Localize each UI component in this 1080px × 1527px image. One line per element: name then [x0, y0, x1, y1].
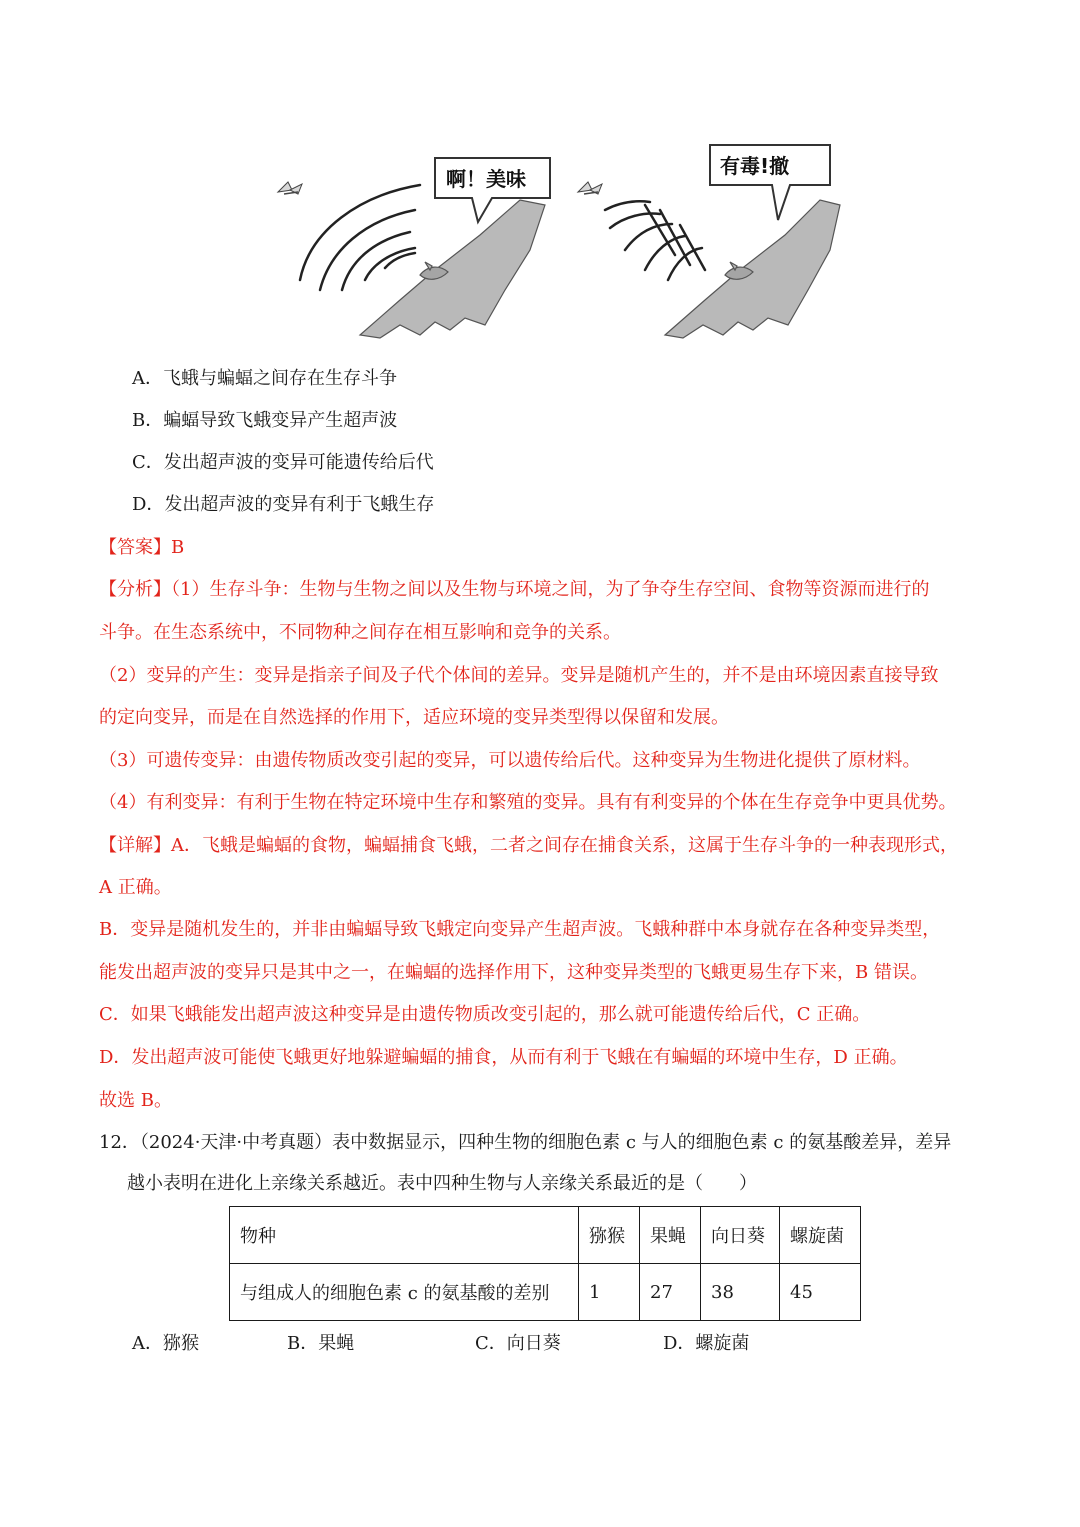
bubble-right-text: 有毒!撤 — [720, 154, 790, 178]
sound-waves-left — [300, 185, 420, 290]
table-header-row — [230, 1207, 861, 1264]
table-header-cell: 物种 — [230, 1207, 579, 1264]
q11-option-d: D．发出超声波的变异有利于飞蛾生存 — [132, 494, 435, 515]
analysis-p3: （3）可遗传变异：由遗传物质改变引起的变异，可以遗传给后代。这种变异为生物进化提供了原材料。 — [99, 750, 921, 771]
analysis-p4: （4）有利变异：有利于生物在特定环境中生存和繁殖的变异。具有有利变异的个体在生存竞争中更具优势。 — [99, 792, 957, 813]
amino-acid-table — [229, 1206, 861, 1321]
detail-choose: 故选 B。 — [99, 1090, 172, 1111]
q12-option-d: D．螺旋菌 — [663, 1333, 750, 1354]
bubble-left-text: 啊！美味 — [446, 167, 526, 191]
table-header-cell: 螺旋菌 — [780, 1207, 861, 1264]
q12-option-c: C．向日葵 — [475, 1333, 561, 1354]
q12-option-a: A．猕猴 — [132, 1333, 199, 1354]
table-cell: 与组成人的细胞色素 c 的氨基酸的差别 — [230, 1264, 579, 1321]
detail-b-line1: B．变异是随机发生的，并非由蝙蝠导致飞蛾定向变异产生超声波。飞蛾种群中本身就存在各种变异类型， — [99, 919, 941, 940]
bat-left-icon — [360, 200, 545, 338]
q12-stem-line2: 越小表明在进化上亲缘关系越近。表中四种生物与人亲缘关系最近的是（ ） — [127, 1173, 757, 1194]
analysis-p1-line1: 【分析】（1）生存斗争：生物与生物之间以及生物与环境之间，为了争夺生存空间、食物等资源而进行的 — [99, 579, 930, 600]
table-header-cell: 果蝇 — [640, 1207, 701, 1264]
q11-option-a: A．飞蛾与蝙蝠之间存在生存斗争 — [132, 368, 397, 389]
table-cell: 1 — [579, 1264, 640, 1321]
sound-waves-right — [605, 201, 705, 280]
detail-a-line2: A 正确。 — [99, 877, 172, 898]
bat-right-icon — [665, 200, 840, 338]
analysis-p1-line2: 斗争。在生态系统中，不同物种之间存在相互影响和竞争的关系。 — [99, 622, 621, 643]
q12-stem-line1: 12．（2024·天津·中考真题）表中数据显示，四种生物的细胞色素 c 与人的细胞色素 c 的氨基酸差异，差异 — [99, 1132, 952, 1153]
answer: 【答案】B — [99, 537, 185, 558]
q12-option-b: B．果蝇 — [287, 1333, 355, 1354]
analysis-p2-line2: 的定向变异，而是在自然选择的作用下，适应环境的变异类型得以保留和发展。 — [99, 707, 729, 728]
table-row — [230, 1264, 861, 1321]
table-header-cell: 猕猴 — [579, 1207, 640, 1264]
q11-option-b: B．蝙蝠导致飞蛾变异产生超声波 — [132, 410, 398, 431]
table-cell: 38 — [701, 1264, 780, 1321]
bat-moth-drawing — [260, 140, 860, 350]
q11-option-c: C．发出超声波的变异可能遗传给后代 — [132, 452, 434, 473]
table-cell: 27 — [640, 1264, 701, 1321]
analysis-p2-line1: （2）变异的产生：变异是指亲子间及子代个体间的差异。变异是随机产生的，并不是由环境因素直接导致 — [99, 665, 939, 686]
moth-right-icon — [578, 182, 602, 194]
detail-d: D．发出超声波可能使飞蛾更好地躲避蝙蝠的捕食，从而有利于飞蛾在有蝙蝠的环境中生存，D 正确。 — [99, 1047, 908, 1068]
detail-c: C．如果飞蛾能发出超声波这种变异是由遗传物质改变引起的，那么就可能遗传给后代，C 正确。 — [99, 1004, 871, 1025]
detail-a-line1: 【详解】A．飞蛾是蝙蝠的食物，蝙蝠捕食飞蛾，二者之间存在捕食关系，这属于生存斗争的一种表现形式， — [99, 835, 958, 856]
detail-b-line2: 能发出超声波的变异只是其中之一，在蝙蝠的选择作用下，这种变异类型的飞蛾更易生存下来，B 错误。 — [99, 962, 928, 983]
table-cell: 45 — [780, 1264, 861, 1321]
table-header-cell: 向日葵 — [701, 1207, 780, 1264]
bat-moth-illustration — [260, 140, 860, 350]
moth-left-icon — [278, 182, 302, 194]
